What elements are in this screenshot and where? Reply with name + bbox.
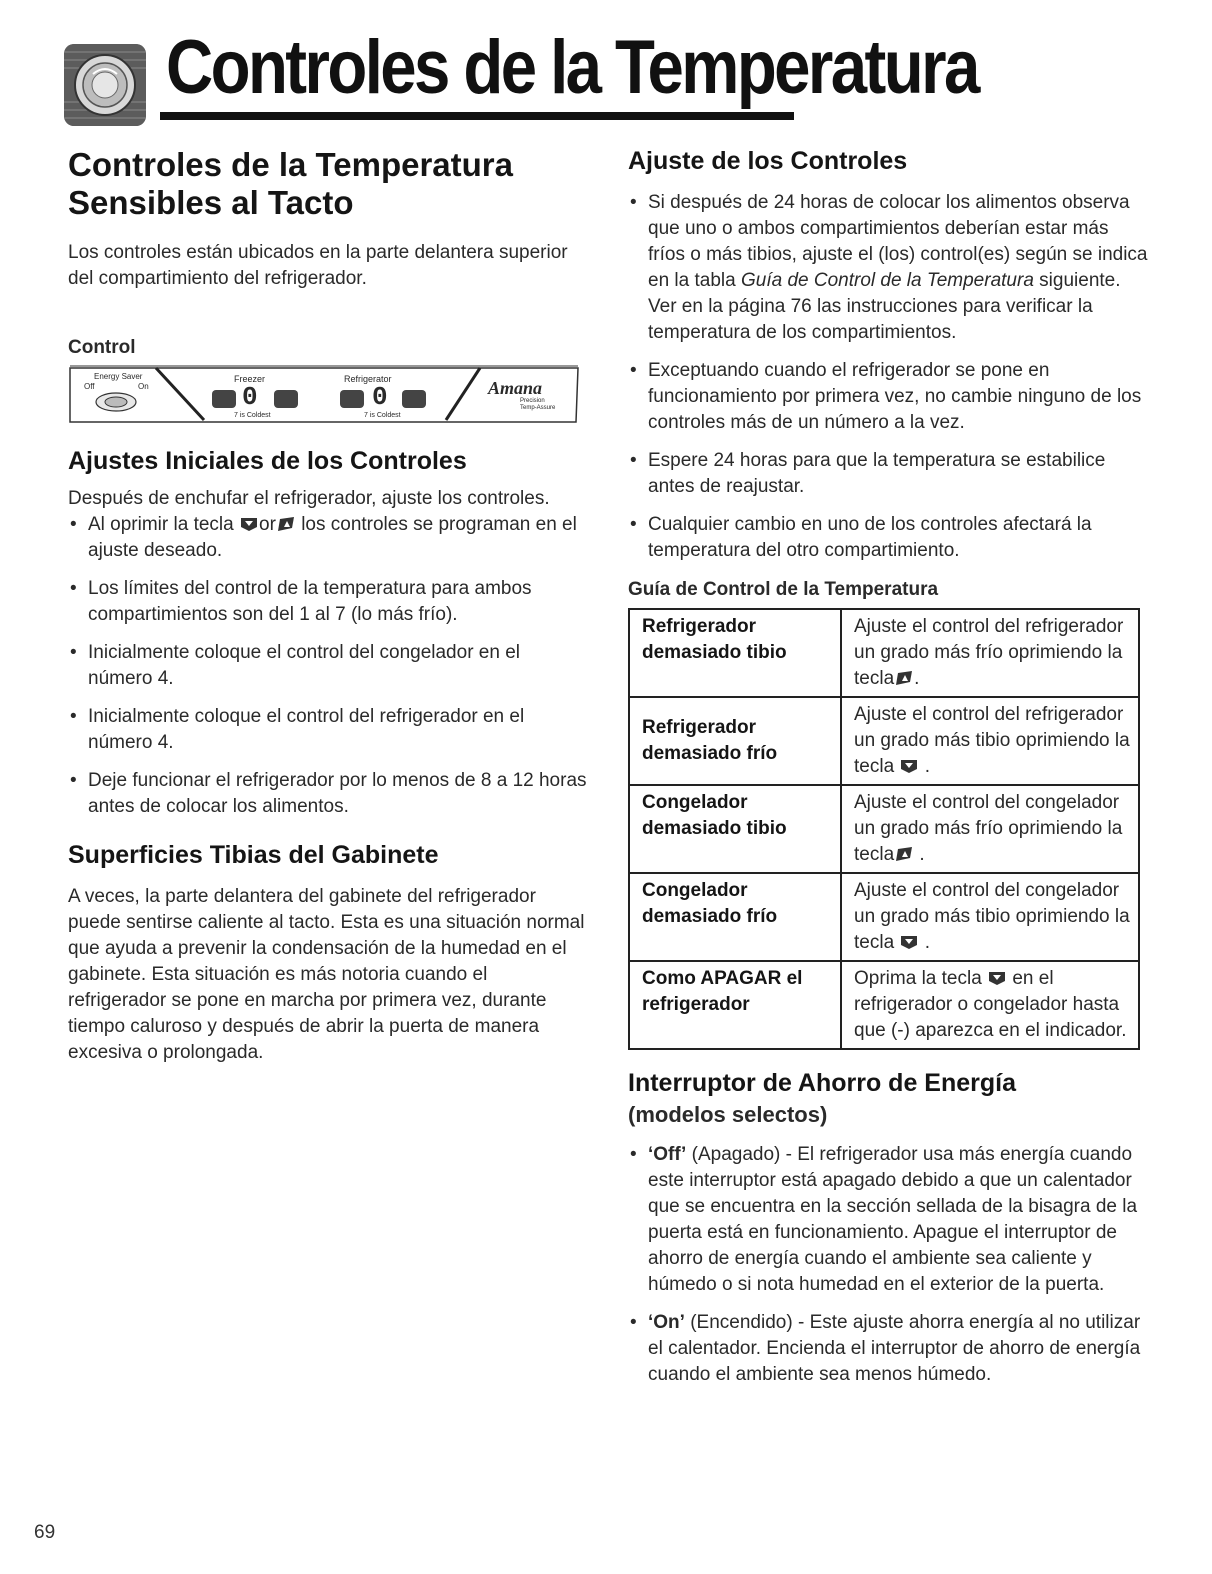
list-item: • Inicialmente coloque el control del refrigerador en el número 4. <box>68 704 588 756</box>
guide-action <box>841 785 1139 873</box>
bullet-text: Si después de 24 horas de colocar los alimentos observa que uno o ambos compartimientos deberían estar más fríos o más tibios, ajuste el (los) control(es) según se indica en la tabla <box>648 192 1148 291</box>
colder-key-icon <box>894 846 914 862</box>
guide-action <box>841 697 1139 785</box>
guide-condition: Congelador demasiado tibio <box>629 785 841 873</box>
guide-action-end: . <box>919 844 925 865</box>
assure-label <box>520 398 555 412</box>
section-heading-initial-settings: Ajustes Iniciales de los Controles <box>68 447 467 475</box>
freezer-display: 0 <box>242 382 258 412</box>
temperature-guide-table <box>628 608 1140 1050</box>
left-column <box>68 146 588 1066</box>
bullet-text: Al oprimir la tecla <box>88 514 234 535</box>
adjusting-controls-list <box>628 190 1148 564</box>
warmer-key-icon <box>899 758 919 774</box>
warmer-key-icon <box>899 934 919 950</box>
list-item <box>628 190 1148 346</box>
freezer-coldest-label: 7 is Coldest <box>234 412 271 419</box>
list-item <box>628 1142 1148 1298</box>
initial-settings-intro: Después de enchufar el refrigerador, ajuste los controles. <box>68 488 550 509</box>
table-row <box>629 961 1139 1049</box>
section-heading-warm-surfaces: Superficies Tibias del Gabinete <box>68 841 439 869</box>
assure-line-1: Precision <box>520 398 545 404</box>
warmer-key-icon <box>987 970 1007 986</box>
refrigerator-coldest-label: 7 is Coldest <box>364 412 401 419</box>
controls-intro: Los controles están ubicados en la parte delantera superior del compartimiento del refrigerador. <box>68 242 568 289</box>
guide-action <box>841 961 1139 1049</box>
on-setting-label: ‘On’ <box>648 1312 685 1333</box>
guide-reference: Guía de Control de la Temperatura <box>740 270 1034 291</box>
guide-condition: Como APAGAR el refrigerador <box>629 961 841 1049</box>
colder-key-icon <box>894 670 914 686</box>
initial-settings-list <box>68 512 588 820</box>
guide-title: Guía de Control de la Temperatura <box>628 579 939 600</box>
bullet-text: los controles se programan en el ajuste deseado. <box>88 514 577 561</box>
off-setting-text: (Apagado) - El refrigerador usa más energía cuando este interruptor está apagado debido a que un calentador que se encuentra en la sección sellada de la bisagra de la puerta está en funcionamiento. Apague el interruptor de ahorro de energía cuando el ambiente sea caliente y húmedo o si nota humedad en el exterior de la puerta. <box>648 1144 1138 1295</box>
guide-action-end: en el refrigerador o congelador hasta que (-) aparezca en el indicador. <box>854 968 1127 1041</box>
right-column <box>628 146 1148 1400</box>
heading-line-1: Controles de la Temperatura <box>68 146 514 183</box>
table-row <box>629 873 1139 961</box>
guide-action-text: Ajuste el control del congelador un grado más frío oprimiendo la tecla <box>854 792 1123 865</box>
list-item: • Exceptuando cuando el refrigerador se pone en funcionamiento por primera vez, no cambie ninguno de los controles más de un número a la vez. <box>628 358 1148 436</box>
table-row <box>629 697 1139 785</box>
brand-logo: Amana <box>488 378 543 398</box>
page-title: Controles de la Temperatura <box>166 25 978 110</box>
colder-key-icon <box>276 516 296 532</box>
guide-action-end: . <box>924 756 930 777</box>
section-heading-adjusting-controls: Ajuste de los Controles <box>628 147 908 175</box>
list-item: • Cualquier cambio en uno de los controles afectará la temperatura del otro compartimiento. <box>628 512 1148 564</box>
page-number: 69 <box>34 1522 56 1543</box>
on-setting-text: (Encendido) - Este ajuste ahorra energía al no utilizar el calentador. Encienda el interruptor de ahorro de energía cuando el ambiente sea menos húmedo. <box>648 1312 1141 1385</box>
on-label: On <box>138 382 149 391</box>
off-label: Off <box>84 382 95 391</box>
warmer-key-icon <box>239 516 259 532</box>
freezer-label: Freezer <box>234 374 266 384</box>
section-heading-energy-saver: Interruptor de Ahorro de Energía <box>628 1069 1017 1097</box>
off-setting-label: ‘Off’ <box>648 1144 687 1165</box>
guide-action-text: Ajuste el control del refrigerador un grado más tibio oprimiendo la tecla <box>854 704 1130 777</box>
guide-condition: Refrigerador demasiado frío <box>629 697 841 785</box>
list-item <box>68 512 588 564</box>
bullet-or: or <box>259 514 276 535</box>
table-row <box>629 785 1139 873</box>
energy-saver-subheading: (modelos selectos) <box>628 1102 828 1127</box>
guide-action-end: . <box>914 668 920 689</box>
table-row <box>629 609 1139 697</box>
guide-action <box>841 873 1139 961</box>
assure-line-2: Temp-Assure <box>520 405 556 411</box>
list-item: • Deje funcionar el refrigerador por lo menos de 8 a 12 horas antes de colocar los alimentos. <box>68 768 588 820</box>
guide-action-text: Ajuste el control del refrigerador un grado más frío oprimiendo la tecla <box>854 616 1124 689</box>
section-heading-touch-controls <box>68 146 588 222</box>
control-panel-illustration <box>68 364 580 426</box>
warm-surfaces-body: A veces, la parte delantera del gabinete del refrigerador puede sentirse caliente al tacto. Esta es una situación normal que ayuda a prevenir la condensación de la humedad en el gabinete. Esta situación es más notoria cuando el refrigerador se pone en marcha por primera vez, durante tiempo caluroso y después de abrir la puerta de manera excesiva o prolongada. <box>68 886 585 1063</box>
control-label: Control <box>68 337 136 358</box>
guide-action-text: Ajuste el control del congelador un grado más tibio oprimiendo la tecla <box>854 880 1130 953</box>
list-item: • Inicialmente coloque el control del congelador en el número 4. <box>68 640 588 692</box>
list-item: • Espere 24 horas para que la temperatura se estabilice antes de reajustar. <box>628 448 1148 500</box>
temperature-dial-icon <box>64 44 146 126</box>
guide-condition: Congelador demasiado frío <box>629 873 841 961</box>
refrigerator-display: 0 <box>372 382 388 412</box>
list-item: • Los límites del control de la temperatura para ambos compartimientos son del 1 al 7 (lo más frío). <box>68 576 588 628</box>
list-item <box>628 1310 1148 1388</box>
bullet-text: siguiente. Ver en la página 76 las instrucciones para verificar la temperatura de los compartimientos. <box>648 270 1121 343</box>
refrigerator-label: Refrigerator <box>344 374 392 384</box>
energy-saver-list <box>628 1142 1148 1388</box>
guide-action-text: Oprima la tecla <box>854 968 982 989</box>
heading-line-2: Sensibles al Tacto <box>68 184 354 221</box>
title-underline <box>160 112 794 120</box>
guide-condition: Refrigerador demasiado tibio <box>629 609 841 697</box>
guide-action <box>841 609 1139 697</box>
energy-saver-label: Energy Saver <box>94 372 143 381</box>
guide-action-end: . <box>924 932 930 953</box>
